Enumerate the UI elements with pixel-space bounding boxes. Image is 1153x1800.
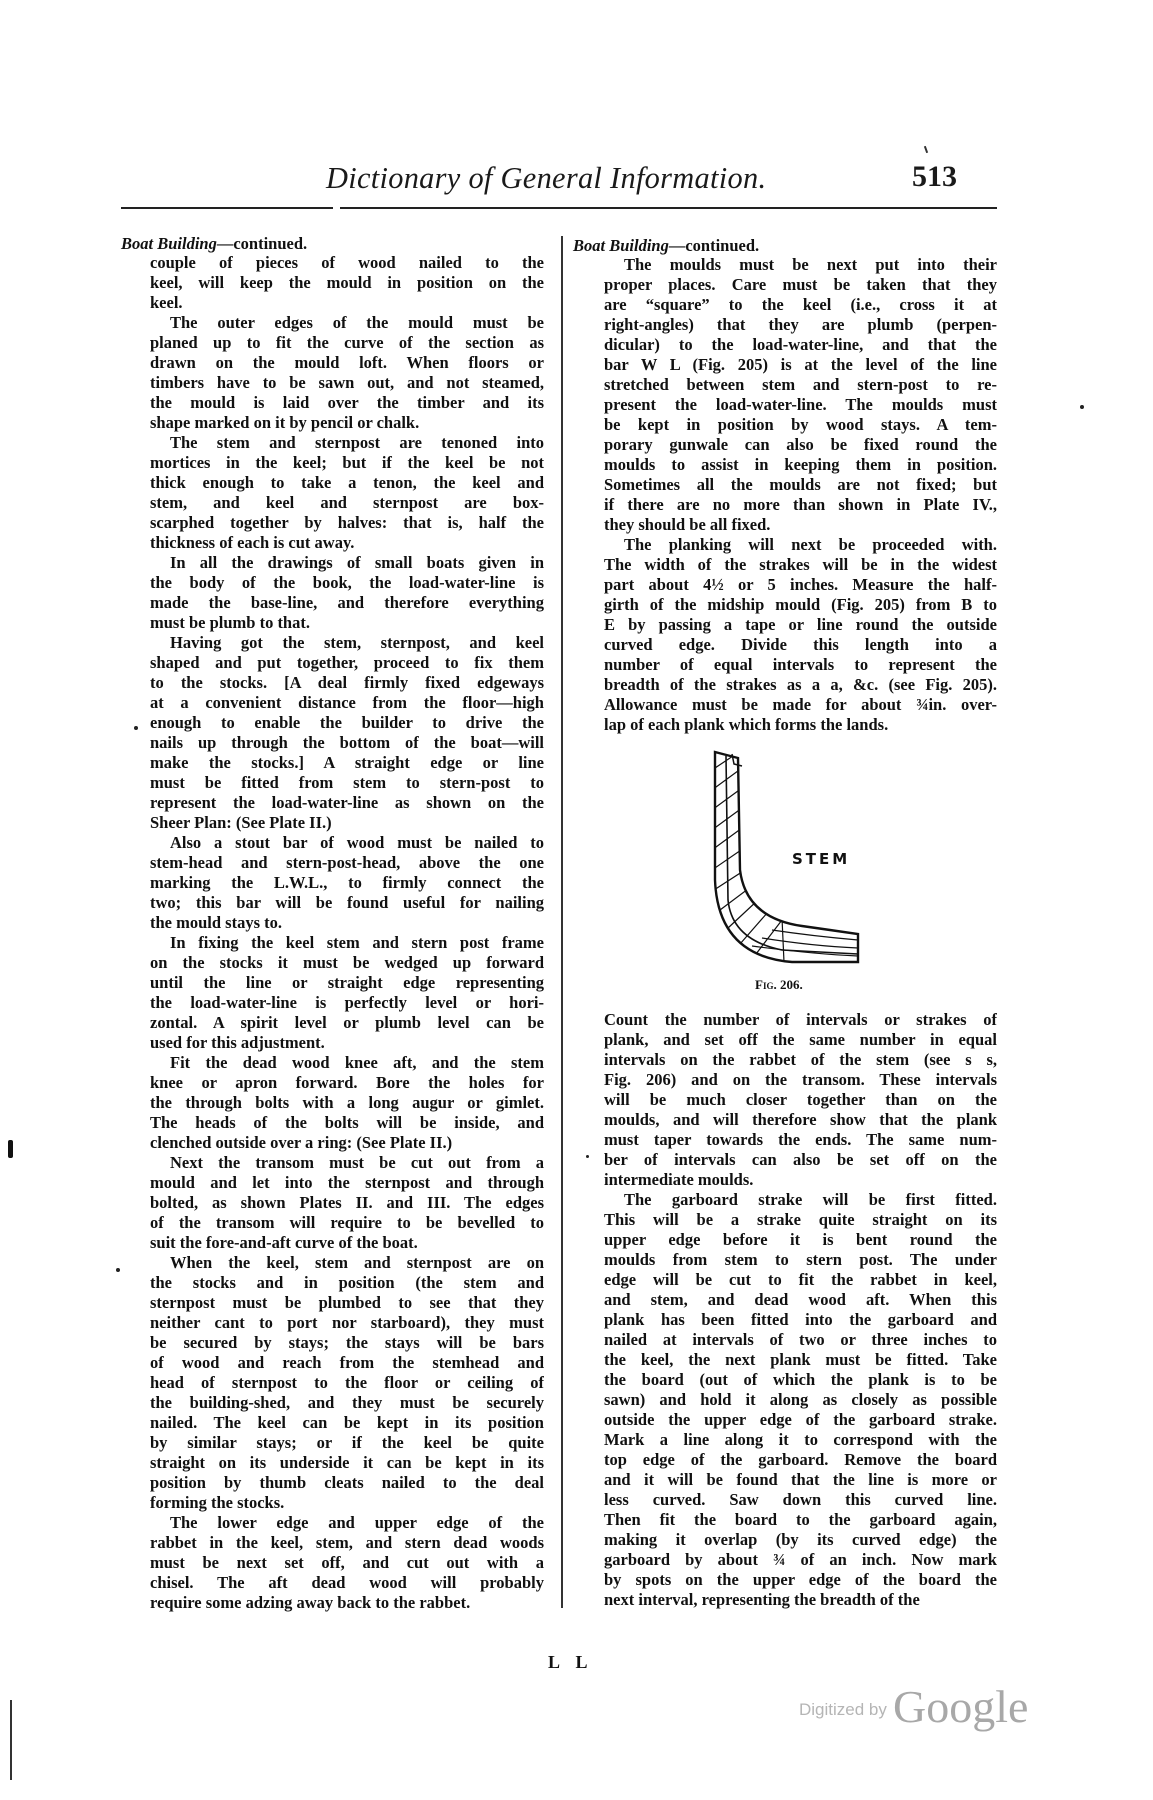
text-line: sawn) and hold it along as closely as possible bbox=[604, 1390, 997, 1409]
text-line: proper places. Care must be taken that they bbox=[604, 275, 997, 294]
text-line: mortices in the keel; but if the keel be not bbox=[150, 453, 544, 472]
text-line: present the load-water-line. The moulds must bbox=[604, 395, 997, 414]
text-line: at a convenient distance from the floor—high bbox=[150, 693, 544, 712]
figure-caption: Fig. 206. bbox=[755, 977, 803, 992]
page-number: 513 bbox=[912, 160, 957, 193]
section-heading-title: Boat Building bbox=[121, 234, 217, 253]
text-line: the board (out of which the plank is to be bbox=[604, 1370, 997, 1389]
text-line: moulds to assist in keeping them in position. bbox=[604, 455, 997, 474]
signature-mark: L L bbox=[548, 1652, 594, 1672]
text-line: moulds from stem to stern post. The under bbox=[604, 1250, 997, 1269]
text-line: make the stocks.] A straight edge or line bbox=[150, 753, 544, 772]
text-line: of the transom will require to be bevelled to bbox=[150, 1213, 544, 1232]
text-line: intervals on the rabbet of the stem (see s s, bbox=[604, 1050, 997, 1069]
text-line: E by passing a tape or line round the outside bbox=[604, 615, 997, 634]
text-line: Fit the dead wood knee aft, and the stem bbox=[170, 1053, 544, 1072]
text-line: part about 4½ or 5 inches. Measure the half- bbox=[604, 575, 997, 594]
text-line: of wood and reach from the stemhead and bbox=[150, 1353, 544, 1372]
text-line: shape marked on it by pencil or chalk. bbox=[150, 413, 420, 432]
text-line: the building-shed, and they must be securely bbox=[150, 1393, 544, 1412]
text-line: nailed. The keel can be kept in its position bbox=[150, 1413, 544, 1432]
text-line: rabbet in the keel, stem, and stern dead woods bbox=[150, 1533, 544, 1552]
text-line: stretched between stem and stern-post to re- bbox=[604, 375, 997, 394]
text-line: stem-head and stern-post-head, above the one bbox=[150, 853, 544, 872]
text-line: must taper towards the ends. The same num- bbox=[604, 1130, 997, 1149]
text-line: are “square” to the keel (i.e., cross it at bbox=[604, 295, 997, 314]
text-line: lap of each plank which forms the lands. bbox=[604, 715, 889, 734]
paragraph bbox=[150, 633, 544, 833]
text-line: Fig. 206) and on the transom. These intervals bbox=[604, 1070, 997, 1089]
text-line: straight on its underside it can be kept in its bbox=[150, 1453, 544, 1472]
text-line: In all the drawings of small boats given in bbox=[170, 553, 544, 572]
text-line: In fixing the keel stem and stern post frame bbox=[170, 933, 544, 952]
text-line: will be much closer together than on the bbox=[604, 1090, 997, 1109]
text-line: suit the fore-and-aft curve of the boat. bbox=[150, 1233, 418, 1252]
text-line: by similar stays; or if the keel be quite bbox=[150, 1433, 544, 1452]
text-line: the body of the book, the load-water-line is bbox=[150, 573, 544, 592]
text-line: Next the transom must be cut out from a bbox=[170, 1153, 544, 1172]
left-column-body bbox=[150, 253, 544, 1613]
paragraph bbox=[150, 1053, 544, 1153]
paragraph bbox=[604, 1010, 997, 1190]
text-line: ber of intervals can also be set off on the bbox=[604, 1150, 997, 1169]
text-line: enough to enable the builder to drive the bbox=[150, 713, 544, 732]
text-line: bolted, as shown Plates II. and III. The edges bbox=[150, 1193, 544, 1212]
text-line: Count the number of intervals or strakes of bbox=[604, 1010, 997, 1029]
text-line: the through bolts with a long augur or gimlet. bbox=[150, 1093, 544, 1112]
paragraph bbox=[604, 535, 997, 735]
text-line: upper edge before it is bent round the bbox=[604, 1230, 997, 1249]
text-line: nailed at intervals of two or three inches to bbox=[604, 1330, 997, 1349]
text-line: neither cant to port nor starboard), they must bbox=[150, 1313, 544, 1332]
text-line: marking the L.W.L., to firmly connect the bbox=[150, 873, 544, 892]
text-line: planed up to fit the curve of the section as bbox=[150, 333, 544, 352]
text-line: dicular) to the load-water-line, and that the bbox=[604, 335, 997, 354]
text-line: used for this adjustment. bbox=[150, 1033, 325, 1052]
text-line: they should be all fixed. bbox=[604, 515, 771, 534]
text-line: bar W L (Fig. 205) is at the level of the line bbox=[604, 355, 997, 374]
text-line: be secured by stays; the stays will be bars bbox=[150, 1333, 544, 1352]
text-line: clenched outside over a ring: (See Plate II.) bbox=[150, 1133, 453, 1152]
text-line: keel. bbox=[150, 293, 183, 312]
text-line: number of equal intervals to represent the bbox=[604, 655, 997, 674]
text-line: two; this bar will be found useful for nailing bbox=[150, 893, 544, 912]
right-column-body-bottom bbox=[604, 1010, 997, 1610]
text-line: by spots on the upper edge of the board the bbox=[604, 1570, 997, 1589]
text-line: The lower edge and upper edge of the bbox=[170, 1513, 544, 1532]
text-line: the keel, the next plank must be fitted. Take bbox=[604, 1350, 997, 1369]
paragraph bbox=[604, 1190, 997, 1610]
text-line: top edge of the garboard. Remove the board bbox=[604, 1450, 997, 1469]
text-line: forming the stocks. bbox=[150, 1493, 285, 1512]
right-column-body-top bbox=[604, 255, 997, 735]
text-line: breadth of the strakes as a a, &c. (see Fig. 205). bbox=[604, 675, 997, 694]
text-line: Sheer Plan: (See Plate II.) bbox=[150, 813, 332, 832]
text-line: making it overlap (by its curved edge) the bbox=[604, 1530, 997, 1549]
section-heading-continued: —continued. bbox=[668, 236, 760, 255]
text-line: When the keel, stem and sternpost are on bbox=[170, 1253, 544, 1272]
text-line: right-angles) that they are plumb (perpen- bbox=[604, 315, 997, 334]
text-line: keel, will keep the mould in position on the bbox=[150, 273, 544, 292]
ink-speck bbox=[586, 1155, 589, 1158]
margin-line bbox=[10, 1700, 12, 1780]
paragraph bbox=[150, 1253, 544, 1513]
text-line: This will be a strake quite straight on its bbox=[604, 1210, 997, 1229]
text-line: must be fitted from stem to stern-post to bbox=[150, 773, 544, 792]
paragraph bbox=[150, 313, 544, 433]
watermark-prefix: Digitized by bbox=[799, 1700, 887, 1719]
text-line: scarphed together by halves: that is, half the bbox=[150, 513, 544, 532]
text-line: moulds, and will therefore show that the plank bbox=[604, 1110, 997, 1129]
text-line: porary gunwale can also be fixed round the bbox=[604, 435, 997, 454]
text-line: and it will be found that the line is more or bbox=[604, 1470, 997, 1489]
text-line: The heads of the bolts will be inside, and bbox=[150, 1113, 544, 1132]
text-line: intermediate moulds. bbox=[604, 1170, 754, 1189]
watermark-logo: Google bbox=[893, 1681, 1029, 1732]
text-line: knee or apron forward. Bore the holes for bbox=[150, 1073, 544, 1092]
text-line: shaped and put together, proceed to fix them bbox=[150, 653, 544, 672]
text-line: thickness of each is cut away. bbox=[150, 533, 355, 552]
text-line: Sometimes all the moulds are not fixed; but bbox=[604, 475, 997, 494]
left-section-heading bbox=[121, 234, 307, 254]
text-line: Mark a line along it to correspond with the bbox=[604, 1430, 997, 1449]
paragraph bbox=[150, 1153, 544, 1253]
column-divider bbox=[561, 236, 563, 1608]
text-line: represent the load-water-line as shown on the bbox=[150, 793, 544, 812]
text-line: girth of the midship mould (Fig. 205) from B to bbox=[604, 595, 997, 614]
ink-speck bbox=[134, 726, 138, 730]
text-line: require some adzing away back to the rabbet. bbox=[150, 1593, 471, 1612]
text-line: the stocks and in position (the stem and bbox=[150, 1273, 544, 1292]
text-line: must be plumb to that. bbox=[150, 613, 310, 632]
text-line: edge will be cut to fit the rabbet in keel, bbox=[604, 1270, 997, 1289]
text-line: The stem and sternpost are tenoned into bbox=[170, 433, 544, 452]
paragraph bbox=[150, 553, 544, 633]
text-line: Then fit the board to the garboard again, bbox=[604, 1510, 997, 1529]
paragraph bbox=[150, 833, 544, 933]
text-line: less curved. Saw down this curved line. bbox=[604, 1490, 997, 1509]
text-line: on the stocks it must be wedged up forward bbox=[150, 953, 544, 972]
margin-mark bbox=[8, 1140, 13, 1158]
text-line: Also a stout bar of wood must be nailed to bbox=[170, 833, 544, 852]
text-line: timbers have to be sawn out, and not steamed, bbox=[150, 373, 544, 392]
text-line: Allowance must be made for about ¾in. over- bbox=[604, 695, 997, 714]
text-line: thick enough to take a tenon, the keel and bbox=[150, 473, 544, 492]
text-line: to the stocks. [A deal firmly fixed edgeways bbox=[150, 673, 544, 692]
ink-speck bbox=[116, 1268, 120, 1272]
text-line: mould and let into the sternpost and through bbox=[150, 1173, 544, 1192]
text-line: made the base-line, and therefore everything bbox=[150, 593, 544, 612]
text-line: Having got the stem, sternpost, and keel bbox=[170, 633, 544, 652]
text-line: chisel. The aft dead wood will probably bbox=[150, 1573, 544, 1592]
text-line: the mould is laid over the timber and its bbox=[150, 393, 544, 412]
text-line: garboard by about ¾ of an inch. Now mark bbox=[604, 1550, 997, 1569]
text-line: the mould stays to. bbox=[150, 913, 283, 932]
text-line: curved edge. Divide this length into a bbox=[604, 635, 997, 654]
paragraph bbox=[150, 433, 544, 553]
text-line: plank has been fitted into the garboard and bbox=[604, 1310, 997, 1329]
section-heading-continued: —continued. bbox=[216, 234, 308, 253]
text-line: head of sternpost to the floor or ceiling of bbox=[150, 1373, 544, 1392]
text-line: The width of the strakes will be in the widest bbox=[604, 555, 997, 574]
text-line: The planking will next be proceeded with. bbox=[624, 535, 997, 554]
running-title: Dictionary of General Information. bbox=[326, 160, 767, 195]
text-line: nails up through the bottom of the boat—will bbox=[150, 733, 544, 752]
text-line: The moulds must be next put into their bbox=[624, 255, 997, 274]
text-line: zontal. A spirit level or plumb level can be bbox=[150, 1013, 544, 1032]
text-line: until the line or straight edge representing bbox=[150, 973, 544, 992]
text-line: and stem, and dead wood aft. When this bbox=[604, 1290, 997, 1309]
text-line: plank, and set off the same number in equal bbox=[604, 1030, 997, 1049]
paragraph bbox=[604, 255, 997, 535]
ink-speck bbox=[1080, 405, 1084, 409]
header-rule-left bbox=[121, 207, 333, 209]
text-line: outside the upper edge of the garboard strake. bbox=[604, 1410, 997, 1429]
text-line: next interval, representing the breadth of the bbox=[604, 1590, 920, 1609]
section-heading-title: Boat Building bbox=[573, 236, 669, 255]
text-line: must be next set off, and cut out with a bbox=[150, 1553, 544, 1572]
right-section-heading bbox=[573, 236, 759, 256]
text-line: if there are no more than shown in Plate IV., bbox=[604, 495, 997, 514]
text-line: The garboard strake will be first fitted. bbox=[624, 1190, 997, 1209]
paragraph bbox=[150, 253, 544, 313]
ink-speck bbox=[924, 146, 928, 153]
figure-label-stem: STEM bbox=[792, 850, 851, 868]
header-rule-right bbox=[340, 207, 997, 209]
text-line: The outer edges of the mould must be bbox=[170, 313, 544, 332]
text-line: couple of pieces of wood nailed to the bbox=[150, 253, 544, 272]
paragraph bbox=[150, 933, 544, 1053]
text-line: sternpost must be plumbed to see that they bbox=[150, 1293, 544, 1312]
text-line: the load-water-line is perfectly level or hori- bbox=[150, 993, 544, 1012]
paragraph bbox=[150, 1513, 544, 1613]
text-line: be kept in position by wood stays. A tem- bbox=[604, 415, 997, 434]
text-line: stem, and keel and sternpost are box- bbox=[150, 493, 544, 512]
text-line: drawn on the mould loft. When floors or bbox=[150, 353, 544, 372]
text-line: position by thumb cleats nailed to the deal bbox=[150, 1473, 544, 1492]
